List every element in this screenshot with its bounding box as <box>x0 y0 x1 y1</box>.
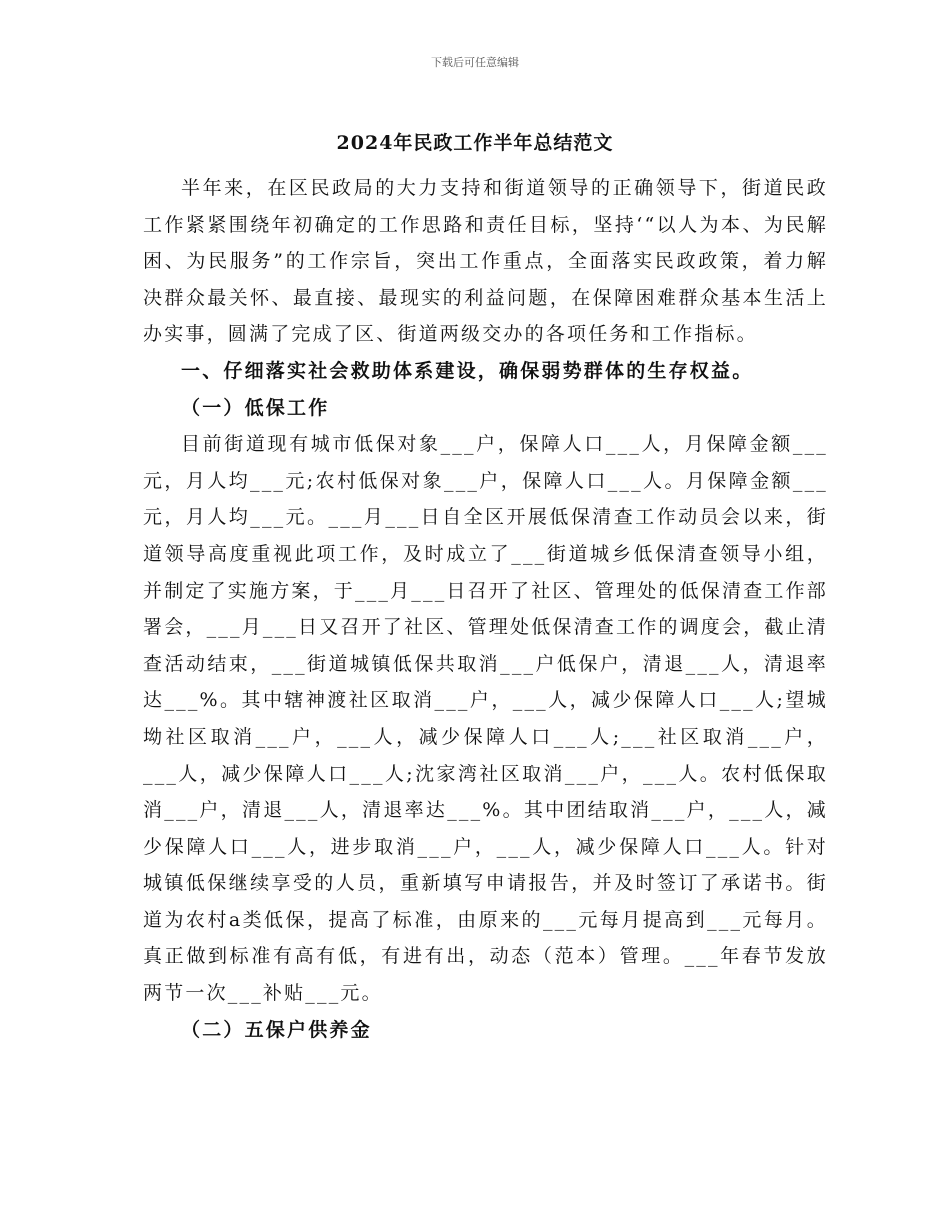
section-heading-1: 一、仔细落实社会救助体系建设，确保弱势群体的生存权益。 <box>181 359 754 382</box>
document-title: 2024年民政工作半年总结范文 <box>336 132 614 154</box>
document-body <box>143 170 828 1048</box>
dibao-paragraph: 目前街道现有城市低保对象___户，保障人口___人，月保障金额___元，月人均___元;农村低保对象___户，保障人口___人。月保障金额___元，月人均___元。___月___日自全区开展低保清查工作动员会以来，街道领导高度重视此项工作，及时成立了___街道城乡低保清查领导小组，并制定了实施方案，于___月___日召开了社区、管理处的低保清查工作部署会，___月___日又召开了社区、管理处低保清查工作的调度会，截止清查活动结束，___街道城镇低保共取消___户低保户，清退___人，清退率达___%。其中辖神渡社区取消___户，___人，减少保障人口___人;望城坳社区取消___户，___人，减少保障人口___人;___社区取消___户，___人，减少保障人口___人;沈家湾社区取消___户，___人。农村低保取消___户，清退___人，清退率达___%。其中团结取消___户，___人，减少保障人口___人，进步取消___户，___人，减少保障人口___人。针对城镇低保继续享受的人员，重新填写申请报告，并及时签订了承诺书。街道为农村a类低保，提高了标准，由原来的___元每月提高到___元每月。真正做到标准有高有低，有进有出，动态（范本）管理。___年春节发放两节一次___补贴___元。 <box>143 433 829 1005</box>
subsection-heading-wubao: （二）五保户供养金 <box>181 1018 372 1041</box>
intro-paragraph: 半年来，在区民政局的大力支持和街道领导的正确领导下，街道民政工作紧紧围绕年初确定的工作思路和责任目标，坚持‘“以人为本、为民解困、为民服务”的工作宗旨，突出工作重点，全面落实民政政策，着力解决群众最关怀、最直接、最现实的利益问题，在保障困难群众基本生活上办实事，圆满了完成了区、街道两级交办的各项任务和工作指标。 <box>143 177 828 346</box>
header-note: 下载后可任意编辑 <box>431 56 519 69</box>
subsection-heading-dibao: （一）低保工作 <box>181 396 330 419</box>
